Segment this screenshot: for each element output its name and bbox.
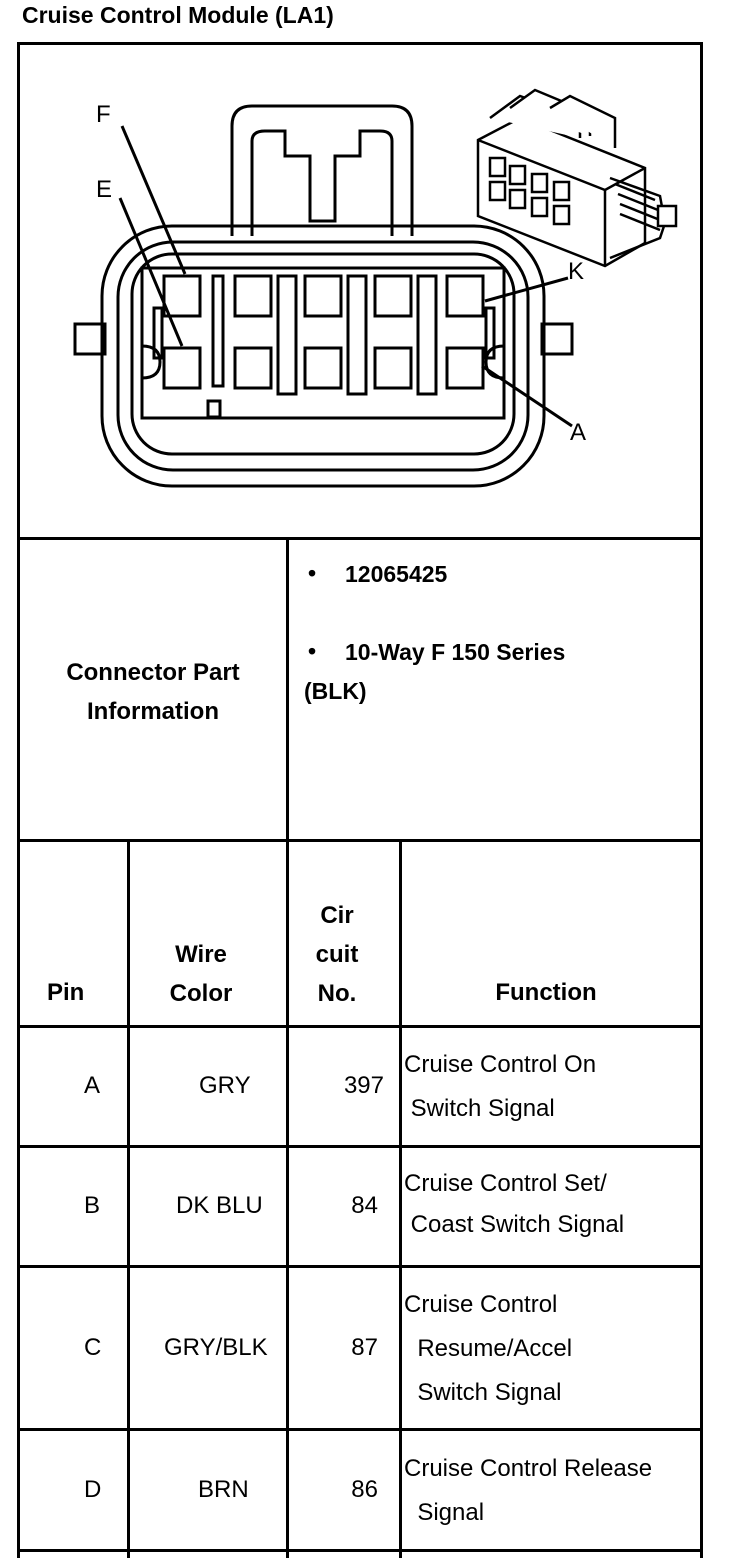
- row-a-circuit: 397: [343, 1072, 384, 1099]
- row-c-function-line3: Switch Signal: [404, 1379, 562, 1406]
- connector-description-line2: (BLK): [304, 678, 367, 704]
- connector-info-label-line1: Connector Part: [66, 659, 240, 686]
- header-circuit-line3: No.: [317, 980, 357, 1007]
- row-a-function-line1: Cruise Control On: [404, 1051, 597, 1078]
- part-number: 12065425: [345, 561, 448, 587]
- header-function: Function: [495, 979, 597, 1006]
- row-b-function-line2: Coast Switch Signal: [404, 1211, 625, 1238]
- row-c-function-line1: Cruise Control: [404, 1291, 558, 1318]
- header-circuit-line1: Cir: [320, 902, 354, 929]
- page-title: Cruise Control Module (LA1): [22, 2, 334, 28]
- row-c-function: [404, 1283, 572, 1415]
- connector-diagram: [20, 46, 700, 538]
- row-c-function-line2: Resume/Accel: [404, 1335, 573, 1362]
- header-wire-color: [130, 935, 272, 1013]
- header-wire-color-line1: Wire: [175, 941, 227, 968]
- row-d-pin: D: [84, 1476, 102, 1503]
- pin-label-e: E: [96, 176, 113, 203]
- row-b-wire-color: DK BLU: [176, 1192, 263, 1219]
- row-d-function-line1: Cruise Control Release: [404, 1455, 653, 1482]
- row-d-wire-color: BRN: [198, 1476, 249, 1503]
- row-a-wire-color: GRY: [199, 1072, 251, 1099]
- bullet-1: •: [308, 560, 317, 586]
- row-c-wire-color: GRY/BLK: [164, 1334, 268, 1361]
- row-a-pin: A: [84, 1072, 101, 1099]
- row-b-circuit: 84: [351, 1192, 378, 1219]
- pin-label-k: K: [568, 258, 585, 285]
- bullet-2: •: [308, 638, 317, 664]
- row-d-function-line2: Signal: [404, 1499, 485, 1526]
- connector-info-label: [20, 653, 286, 731]
- row-b-function-line1: Cruise Control Set/: [404, 1170, 607, 1197]
- header-pin: Pin: [47, 979, 85, 1006]
- header-circuit: [289, 896, 385, 1013]
- pin-label-a: A: [570, 419, 587, 446]
- connector-description-line1: 10-Way F 150 Series: [345, 639, 566, 665]
- row-b-pin: B: [84, 1192, 101, 1219]
- header-wire-color-line2: Color: [169, 980, 233, 1007]
- row-c-circuit: 87: [351, 1334, 378, 1361]
- header-circuit-line2: cuit: [315, 941, 359, 968]
- pin-label-f: F: [96, 101, 111, 128]
- row-b-function: [404, 1163, 624, 1245]
- row-a-function: [404, 1043, 596, 1131]
- row-a-function-line2: Switch Signal: [404, 1095, 555, 1122]
- row-c-pin: C: [84, 1334, 102, 1361]
- row-d-circuit: 86: [351, 1476, 378, 1503]
- connector-isometric-drawing: [460, 78, 680, 274]
- connector-info-label-line2: Information: [87, 698, 219, 725]
- row-d-function: [404, 1447, 652, 1535]
